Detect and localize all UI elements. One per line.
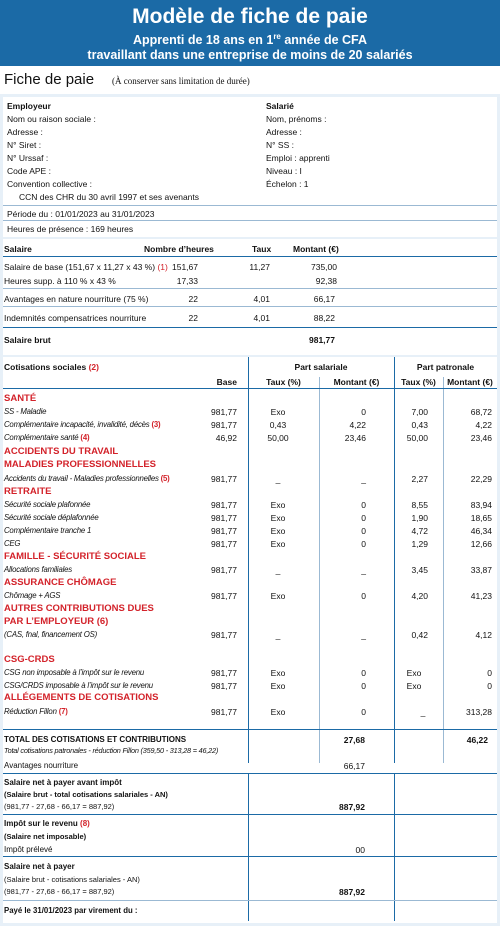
col-taux-sal: Taux (%) <box>266 377 301 387</box>
montant-sal-value: 4,22 <box>349 420 366 430</box>
taux-value: 4,01 <box>253 294 270 304</box>
montant-pat-value: 4,12 <box>475 630 492 640</box>
montant-sal-value: 0 <box>361 500 366 510</box>
cotisation-label <box>4 420 160 429</box>
payslip-frame <box>0 94 500 926</box>
section-accidents: MALADIES PROFESSIONNELLES <box>4 459 157 470</box>
taux-sal-value: Exo <box>270 591 286 601</box>
part-patronale-heading: Part patronale <box>416 362 475 372</box>
label-text: Réduction Fillon <box>4 707 57 716</box>
employeur-line: CCN des CHR du 30 avril 1997 et ses avenants <box>19 192 200 202</box>
net-avant-impot-sub: (Salaire brut - total cotisations salariales - AN) <box>4 790 168 799</box>
page-subtitle-1 <box>0 29 500 48</box>
taux-sal-value: _ <box>275 630 281 640</box>
base-value: 981,77 <box>211 539 237 549</box>
net-avant-impot-label: Salaire net à payer avant impôt <box>4 778 122 787</box>
taux-sal-value: _ <box>275 474 281 484</box>
montant-sal-value: 0 <box>361 526 366 536</box>
montant-value: 88,22 <box>313 313 335 323</box>
heures-value: 22 <box>188 294 198 304</box>
col-taux: Taux <box>252 244 272 254</box>
section-autres: AUTRES CONTRIBUTIONS DUES <box>4 603 154 614</box>
divider <box>3 856 497 857</box>
salaire-row-label: Indemnités compensatrices nourriture <box>4 313 147 323</box>
divider <box>3 729 497 730</box>
divider <box>3 256 497 257</box>
cotisation-label: CEG <box>4 539 21 548</box>
divider <box>3 900 497 901</box>
label-text: Complémentaire incapacité, invalidité, décès <box>4 420 150 429</box>
taux-value: 4,01 <box>253 313 270 323</box>
montant-sal-value: _ <box>361 630 366 640</box>
heures-presence: Heures de présence : 169 heures <box>7 224 134 234</box>
montant-sal-value: 0 <box>361 513 366 523</box>
base-value: 981,77 <box>211 500 237 510</box>
taux-sal-value: Exo <box>270 668 286 678</box>
employeur-line: Code APE : <box>7 166 51 176</box>
montant-pat-value: 4,22 <box>475 420 492 430</box>
salaire-row-label: Avantages en nature nourriture (75 %) <box>4 294 149 304</box>
page-subtitle-2: travaillant dans une entreprise de moins de 20 salariés <box>87 48 413 63</box>
salaire-brut-value: 981,77 <box>309 335 335 345</box>
divider <box>3 388 497 389</box>
label-text: Complémentaire santé <box>4 433 79 442</box>
section-accidents: ACCIDENTS DU TRAVAIL <box>4 446 119 457</box>
net-payer-label: Salaire net à payer <box>4 862 75 871</box>
section-famille: FAMILLE - SÉCURITÉ SOCIALE <box>4 551 146 562</box>
taux-value: 11,27 <box>249 262 270 272</box>
base-value: 981,77 <box>211 474 237 484</box>
periode: Période du : 01/01/2023 au 31/01/2023 <box>7 209 155 219</box>
col-taux-pat: Taux (%) <box>401 377 436 387</box>
montant-sal-value: _ <box>361 565 366 575</box>
cotisations-table <box>3 357 497 923</box>
base-value: 981,77 <box>211 707 237 717</box>
ref-note: (1) <box>157 262 168 272</box>
avantages-value: 66,17 <box>343 761 365 771</box>
taux-pat-value: Exo <box>406 668 422 678</box>
base-value: 981,77 <box>211 513 237 523</box>
impot-preleve-label: Impôt prélevé <box>4 845 53 854</box>
ref-note: (3) <box>151 420 161 429</box>
ref-note: (8) <box>80 819 90 828</box>
employeur-line: Adresse : <box>7 127 43 137</box>
net-payer-sub: (Salaire brut - cotisations salariales - AN) <box>4 875 140 884</box>
salarie-line: Adresse : <box>266 127 302 137</box>
section-autres: PAR L’EMPLOYEUR (6) <box>4 616 109 627</box>
salarie-line: Emploi : apprenti <box>266 153 330 163</box>
heading-text: Cotisations sociales <box>4 362 87 372</box>
divider <box>3 205 497 206</box>
cotisations-heading <box>4 362 99 372</box>
taux-sal-value: Exo <box>270 539 286 549</box>
col-montant-pat: Montant (€) <box>447 377 493 387</box>
net-avant-impot-value: 887,92 <box>339 802 365 812</box>
cotisation-label <box>4 707 68 716</box>
salarie-line: Niveau : I <box>266 166 302 176</box>
part-salariale-heading: Part salariale <box>294 362 348 372</box>
taux-sal-value: 0,43 <box>269 420 287 430</box>
paye-line: Payé le 31/01/2023 par virement du : <box>4 906 138 915</box>
montant-pat-value: 46,34 <box>470 526 492 536</box>
cotisation-label <box>4 474 170 483</box>
cotisation-label: Sécurité sociale déplafonnée <box>4 513 99 522</box>
section-allegements: ALLÉGEMENTS DE COTISATIONS <box>4 692 159 703</box>
montant-sal-value: _ <box>361 474 366 484</box>
employeur-heading: Employeur <box>7 101 51 111</box>
montant-sal-value: 23,46 <box>344 433 366 443</box>
subtitle-part: année de CFA <box>280 33 368 48</box>
row-label-text: Salaire de base (151,67 x 11,27 x 43 %) <box>4 262 156 272</box>
base-value: 981,77 <box>211 420 237 430</box>
salaire-row-label <box>4 262 168 272</box>
cotisation-label: CSG non imposable à l’impôt sur le revenu <box>4 668 145 677</box>
cotisation-label: Allocations familiales <box>4 565 72 574</box>
subtitle-sup: re <box>273 32 281 41</box>
taux-sal-value: Exo <box>270 513 286 523</box>
montant-sal-value: 0 <box>361 668 366 678</box>
net-payer-value: 887,92 <box>339 887 365 897</box>
montant-pat-value: 68,72 <box>470 407 492 417</box>
base-value: 981,77 <box>211 407 237 417</box>
divider <box>3 306 497 307</box>
montant-value: 735,00 <box>311 262 337 272</box>
montant-pat-value: 0 <box>487 681 492 691</box>
montant-sal-value: 0 <box>361 681 366 691</box>
avantages-label: Avantages nourriture <box>4 761 79 770</box>
col-montant-sal: Montant (€) <box>333 377 380 387</box>
employeur-line: N° Urssaf : <box>7 153 49 163</box>
cotisation-label: SS - Maladie <box>4 407 47 416</box>
fiche-title-bar <box>0 70 500 92</box>
employeur-line: N° Siret : <box>7 140 42 150</box>
net-payer-calc: (981,77 - 27,68 - 66,17 = 887,92) <box>4 887 115 896</box>
montant-sal-value: 0 <box>361 591 366 601</box>
montant-pat-value: 22,29 <box>470 474 492 484</box>
salarie-line: Nom, prénoms : <box>266 114 327 124</box>
fiche-note: (À conserver sans limitation de durée) <box>112 76 250 86</box>
page-title: Modèle de fiche de paie <box>132 5 368 28</box>
cotisation-label: (CAS, fnal, financement OS) <box>4 630 97 639</box>
subtitle-part: Apprenti de 18 ans en 1 <box>132 33 274 48</box>
parties-box <box>3 97 497 237</box>
heures-value: 22 <box>188 313 198 323</box>
divider <box>3 814 497 815</box>
divider <box>3 327 497 328</box>
total-salarial: 27,68 <box>343 735 365 745</box>
impot-label <box>4 819 90 828</box>
col-heures: Nombre d’heures <box>144 244 214 254</box>
impot-preleve-value: 00 <box>355 845 365 855</box>
base-value: 981,77 <box>211 526 237 536</box>
col-base: Base <box>216 377 237 387</box>
montant-pat-value: 83,94 <box>470 500 492 510</box>
salarie-line: Échelon : 1 <box>266 179 309 189</box>
ref-note: (4) <box>80 433 90 442</box>
montant-pat-value: 23,46 <box>470 433 492 443</box>
section-sante: SANTÉ <box>4 393 37 404</box>
taux-pat-value: 1,29 <box>411 539 428 549</box>
base-value: 981,77 <box>211 681 237 691</box>
taux-pat-value: 50,00 <box>406 433 428 443</box>
cotisation-label: CSG/CRDS imposable à l’impôt sur le revenu <box>4 681 153 690</box>
montant-pat-value: 0 <box>487 668 492 678</box>
total-patronal: 46,22 <box>466 735 488 745</box>
montant-pat-value: 313,28 <box>466 707 492 717</box>
base-value: 981,77 <box>211 565 237 575</box>
salarie-heading: Salarié <box>266 101 294 111</box>
montant-pat-value: 18,65 <box>470 513 492 523</box>
taux-pat-value: 4,20 <box>411 591 428 601</box>
base-value: 981,77 <box>211 630 237 640</box>
heures-value: 151,67 <box>172 262 198 272</box>
taux-pat-value: 1,90 <box>411 513 428 523</box>
taux-pat-value: Exo <box>406 681 422 691</box>
col-montant: Montant (€) <box>293 244 339 254</box>
col-rule <box>248 357 249 763</box>
section-csg: CSG-CRDS <box>4 654 55 665</box>
taux-sal-value: Exo <box>270 526 286 536</box>
montant-pat-value: 41,23 <box>470 591 492 601</box>
heures-value: 17,33 <box>176 276 198 286</box>
ref-note: (7) <box>58 707 68 716</box>
total-label: TOTAL DES COTISATIONS ET CONTRIBUTIONS <box>4 735 187 744</box>
cotisation-label: Complémentaire tranche 1 <box>4 526 92 535</box>
taux-pat-value: 0,42 <box>411 630 428 640</box>
impot-sub: (Salaire net imposable) <box>4 832 87 841</box>
montant-pat-value: 33,87 <box>470 565 492 575</box>
salarie-line: N° SS : <box>266 140 294 150</box>
taux-pat-value: 3,45 <box>411 565 428 575</box>
taux-pat-value: 4,72 <box>411 526 428 536</box>
base-value: 46,92 <box>215 433 237 443</box>
taux-sal-value: Exo <box>270 681 286 691</box>
taux-pat-value: 7,00 <box>411 407 428 417</box>
salaire-row-label: Heures supp. à 110 % x 43 % <box>4 276 116 286</box>
taux-pat-value: _ <box>420 707 426 717</box>
employeur-line: Convention collective : <box>7 179 93 189</box>
section-chomage: ASSURANCE CHÔMAGE <box>4 577 117 588</box>
fiche-title: Fiche de paie <box>4 71 95 88</box>
cotisation-label: Chômage + AGS <box>4 591 61 600</box>
montant-sal-value: 0 <box>361 707 366 717</box>
col-salaire: Salaire <box>4 244 32 254</box>
taux-pat-value: 2,27 <box>411 474 428 484</box>
label-text: Accidents du travail - Maladies professionnelles <box>4 474 159 483</box>
page-header <box>0 0 500 66</box>
montant-sal-value: 0 <box>361 539 366 549</box>
taux-sal-value: 50,00 <box>267 433 289 443</box>
divider <box>3 288 497 289</box>
base-value: 981,77 <box>211 668 237 678</box>
divider <box>3 773 497 774</box>
section-retraite: RETRAITE <box>4 486 52 497</box>
employeur-line: Nom ou raison sociale : <box>7 114 96 124</box>
montant-value: 92,38 <box>315 276 337 286</box>
montant-sal-value: 0 <box>361 407 366 417</box>
base-value: 981,77 <box>211 591 237 601</box>
salaire-brut-label: Salaire brut <box>4 335 51 345</box>
ref-note: (5) <box>160 474 170 483</box>
taux-sal-value: Exo <box>270 407 286 417</box>
taux-sal-value: Exo <box>270 707 286 717</box>
label-text: Impôt sur le revenu <box>4 819 78 828</box>
col-rule <box>394 357 395 763</box>
montant-pat-value: 12,66 <box>470 539 492 549</box>
montant-value: 66,17 <box>313 294 335 304</box>
net-avant-impot-calc: (981,77 - 27,68 - 66,17 = 887,92) <box>4 802 115 811</box>
cotisation-label: Sécurité sociale plafonnée <box>4 500 91 509</box>
ref-note: (2) <box>88 362 99 372</box>
col-rule <box>394 773 395 921</box>
cotisation-label <box>4 433 89 442</box>
col-rule <box>248 773 249 921</box>
divider <box>3 220 497 221</box>
salaire-table <box>3 239 497 355</box>
taux-sal-value: _ <box>275 565 281 575</box>
total-sub: Total cotisations patronales - réduction Fillon (359,50 - 313,28 = 46,22) <box>4 746 219 755</box>
taux-sal-value: Exo <box>270 500 286 510</box>
taux-pat-value: 8,55 <box>411 500 428 510</box>
taux-pat-value: 0,43 <box>411 420 428 430</box>
